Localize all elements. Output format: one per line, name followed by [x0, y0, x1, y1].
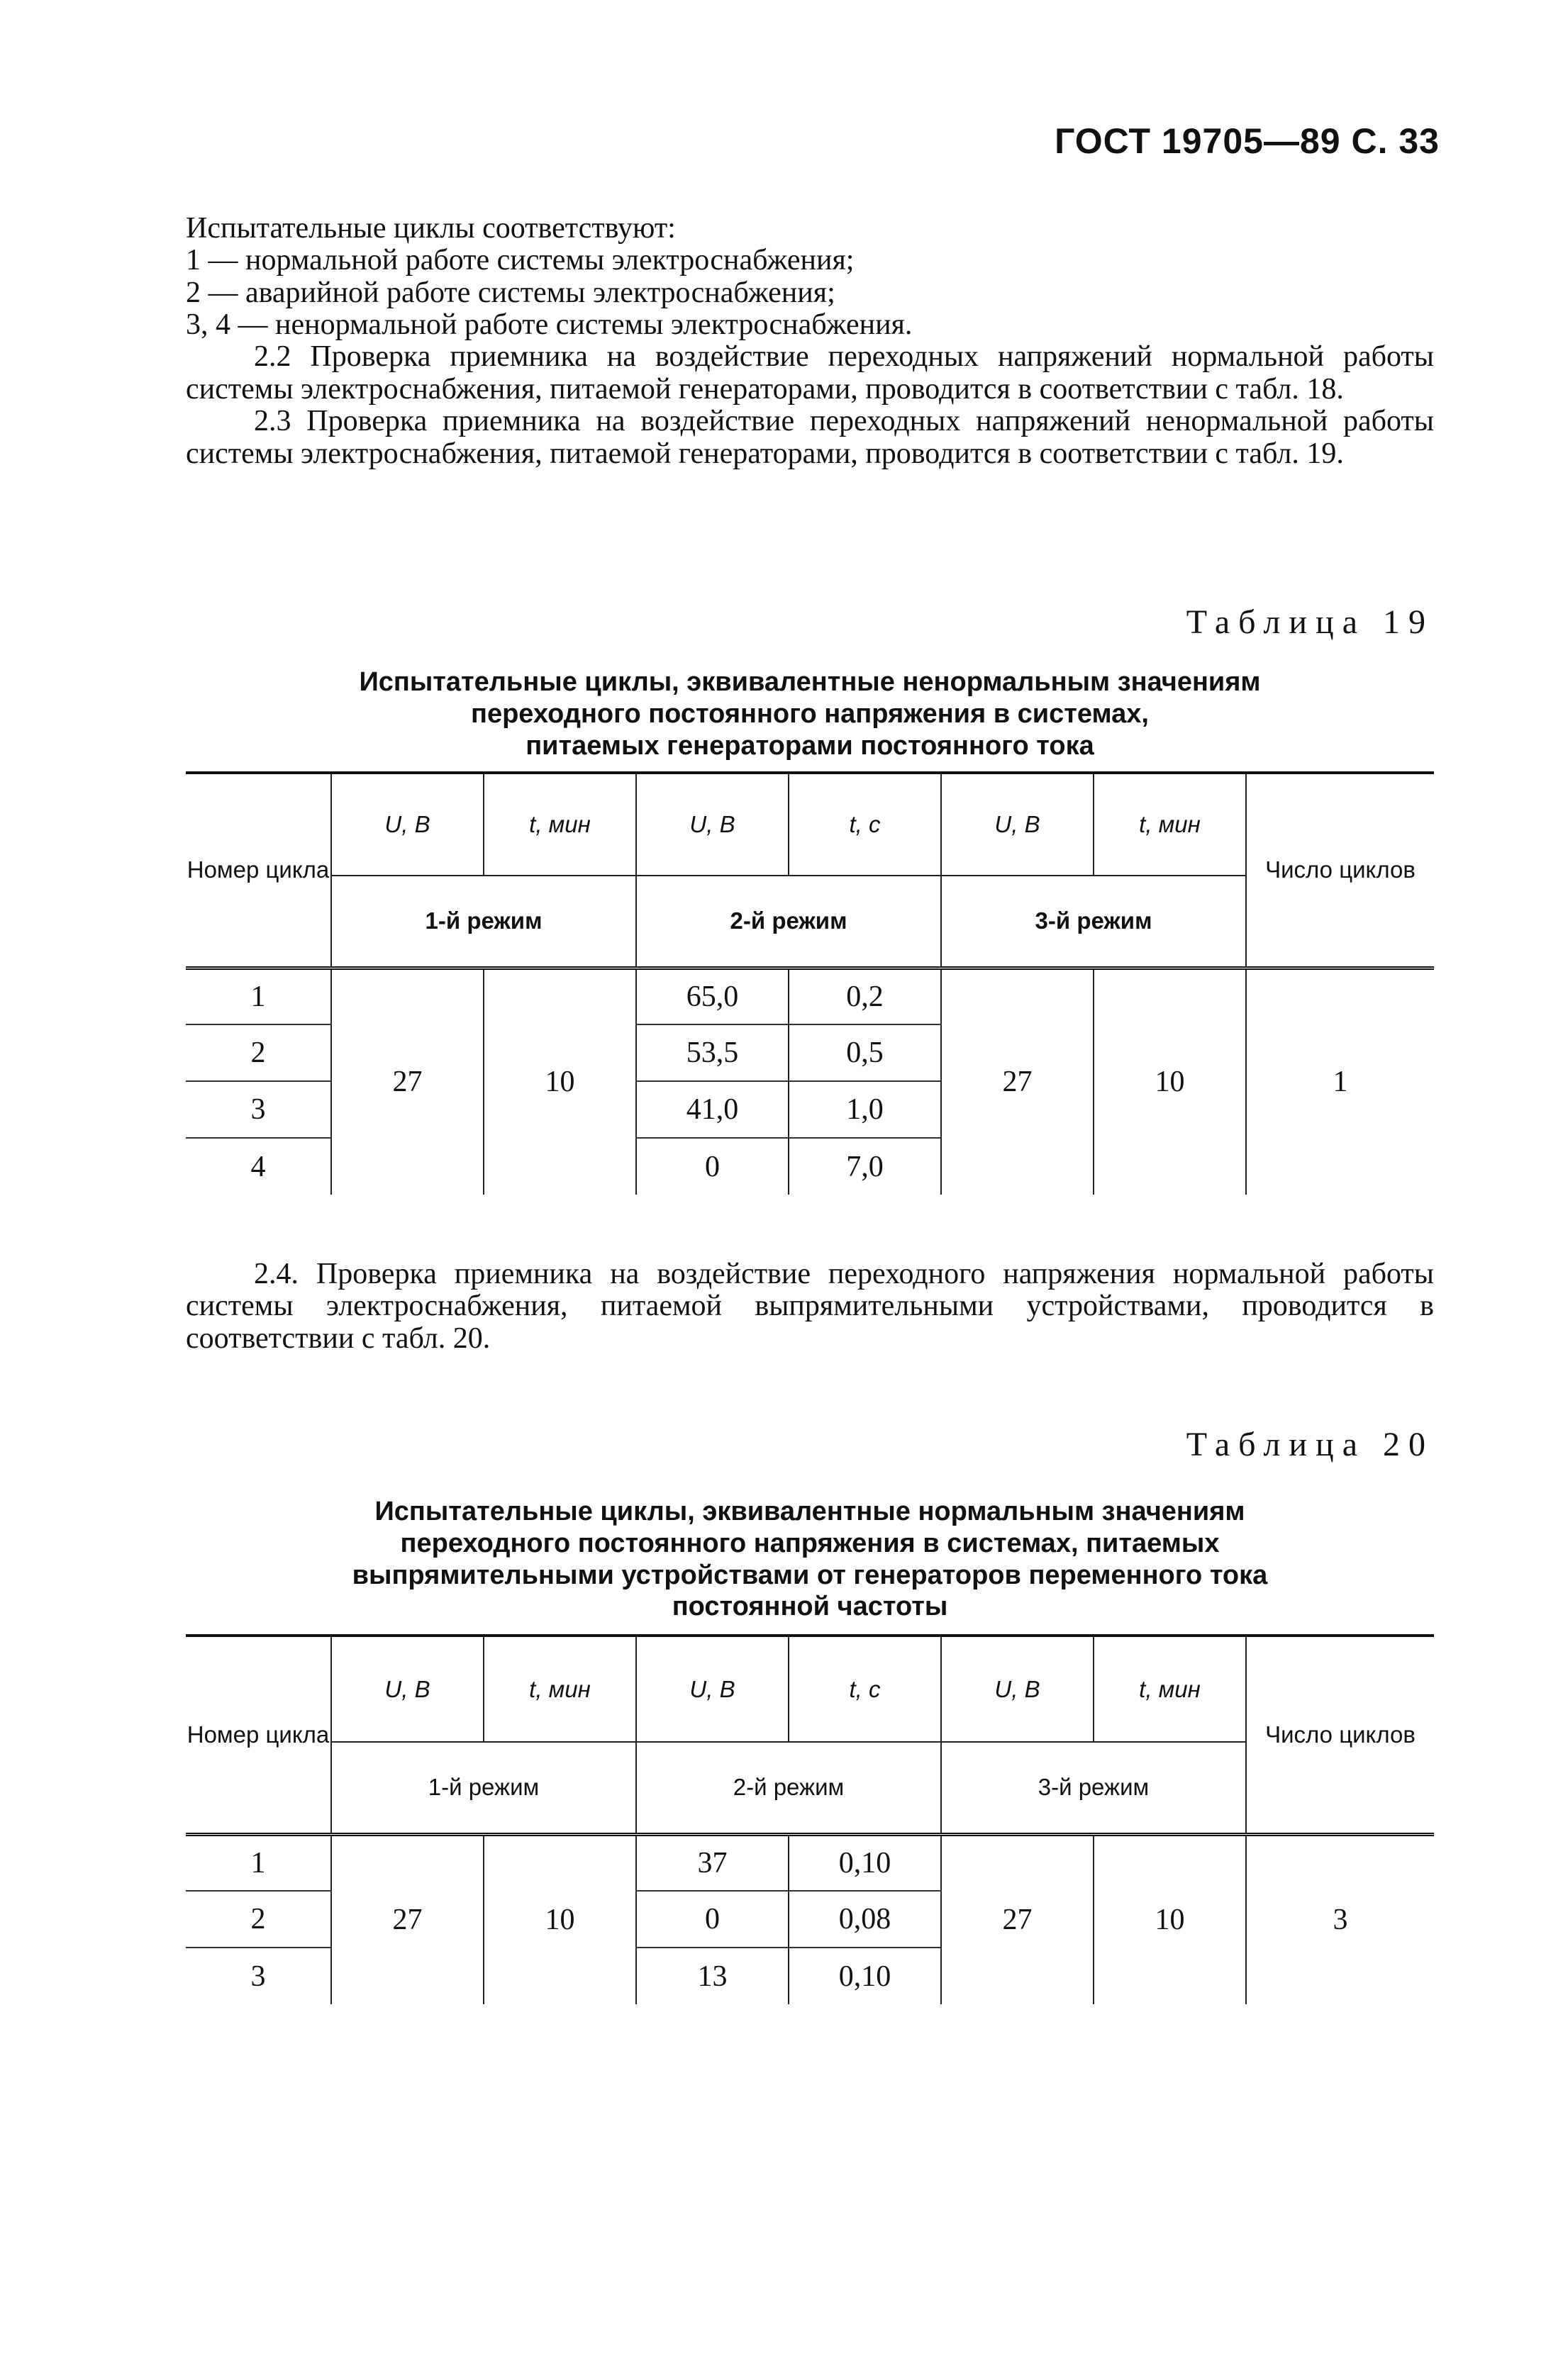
intro-line: 2 — аварийной работе системы электроснабжения; — [186, 276, 835, 309]
mode2-voltage: 41,0 — [636, 1081, 789, 1138]
header-time-1: t, мин — [484, 1636, 636, 1742]
mode1-time: 10 — [484, 968, 636, 1195]
mode3-voltage: 27 — [941, 1834, 1094, 2004]
header-voltage-2: U, В — [636, 1636, 789, 1742]
intro-line: 1 — нормальной работе системы электроснабжения; — [186, 244, 855, 277]
table-row — [186, 1834, 1434, 1891]
intro-line: Испытательные циклы соответствуют: — [186, 212, 676, 245]
table-row — [186, 968, 1434, 1024]
mode1-voltage: 27 — [331, 1834, 484, 2004]
mode2-time: 0,2 — [789, 968, 941, 1024]
paragraph-2-3: 2.3 Проверка приемника на воздействие переходных напряжений ненормальной работы системы электроснабжения, питаемой генераторами, проводится в соответствии с табл. 19. — [186, 405, 1434, 470]
mode2-time: 0,08 — [789, 1891, 941, 1948]
mode2-voltage: 0 — [636, 1138, 789, 1195]
table-19-caption: Таблица 19 — [1186, 603, 1434, 641]
cycle-count: 3 — [1246, 1834, 1434, 2004]
mode3-time: 10 — [1094, 1834, 1246, 2004]
mode2-time: 0,10 — [789, 1948, 941, 2004]
header-time-2: t, с — [789, 773, 941, 876]
mode2-voltage: 13 — [636, 1948, 789, 2004]
header-time-2: t, с — [789, 1636, 941, 1742]
table-title-line: переходного постоянного напряжения в системах, питаемых — [400, 1528, 1220, 1558]
intro-text — [186, 213, 1434, 470]
header-cycle-count: Число циклов — [1246, 773, 1434, 968]
table-title-line: переходного постоянного напряжения в системах, — [471, 698, 1149, 729]
table-19 — [186, 771, 1434, 1195]
header-mode-3: 3-й режим — [941, 1742, 1246, 1834]
cycle-number: 2 — [186, 1024, 331, 1081]
mode1-voltage: 27 — [331, 968, 484, 1195]
paragraph-2-2: 2.2 Проверка приемника на воздействие переходных напряжений нормальной работы системы электроснабжения, питаемой генераторами, проводится в соответствии с табл. 18. — [186, 340, 1434, 406]
header-voltage-1: U, В — [331, 773, 484, 876]
cycle-number: 3 — [250, 1960, 266, 1993]
table-20-caption: Таблица 20 — [1186, 1426, 1434, 1463]
cycle-number: 1 — [186, 1834, 331, 1891]
header-cycle-number: Номер цикла — [186, 773, 331, 968]
cycle-count: 1 — [1246, 968, 1434, 1195]
header-voltage-1: U, В — [331, 1636, 484, 1742]
header-cycle-number: Номер цикла — [186, 1636, 331, 1834]
header-time-3: t, мин — [1094, 773, 1246, 876]
header-voltage-3: U, В — [941, 1636, 1094, 1742]
table-title-line: питаемых генераторами постоянного тока — [525, 730, 1094, 761]
mode3-time: 10 — [1094, 968, 1246, 1195]
mode2-voltage: 65,0 — [636, 968, 789, 1024]
cycle-number: 4 — [250, 1150, 266, 1183]
header-mode-1: 1-й режим — [331, 1742, 636, 1834]
mode2-voltage: 53,5 — [636, 1024, 789, 1081]
mode2-voltage: 0 — [636, 1891, 789, 1948]
table-20 — [186, 1634, 1434, 2004]
table-19-title — [186, 666, 1434, 761]
table-title-line: Испытательные циклы, эквивалентные ненормальным значениям — [359, 667, 1261, 697]
table-20-title — [186, 1496, 1434, 1623]
header-mode-3: 3-й режим — [941, 876, 1246, 968]
mode3-voltage: 27 — [941, 968, 1094, 1195]
header-time-1: t, мин — [484, 773, 636, 876]
intro-line: 3, 4 — ненормальной работе системы электроснабжения. — [186, 308, 913, 342]
cycle-number: 2 — [186, 1891, 331, 1948]
mode2-time: 0,5 — [789, 1024, 941, 1081]
cycle-number: 1 — [186, 968, 331, 1024]
header-voltage-3: U, В — [941, 773, 1094, 876]
header-mode-1: 1-й режим — [331, 876, 636, 968]
header-mode-2: 2-й режим — [636, 876, 941, 968]
paragraph-2-4-block — [186, 1258, 1434, 1355]
header-cycle-count: Число циклов — [1246, 1636, 1434, 1834]
table-title-line: выпрямительными устройствами от генераторов переменного тока — [352, 1560, 1268, 1590]
table-title-line: постоянной частоты — [672, 1592, 948, 1622]
cycle-number: 3 — [186, 1081, 331, 1138]
paragraph-2-4: 2.4. Проверка приемника на воздействие переходного напряжения нормальной работы системы электроснабжения, питаемой выпрямительными устройствами, проводится в соответствии с табл. 20. — [186, 1258, 1434, 1355]
mode2-time: 0,10 — [789, 1834, 941, 1891]
header-time-3: t, мин — [1094, 1636, 1246, 1742]
mode1-time: 10 — [484, 1834, 636, 2004]
mode2-time: 1,0 — [789, 1081, 941, 1138]
page-header-code: ГОСТ 19705—89 С. 33 — [1055, 121, 1440, 161]
table-title-line: Испытательные циклы, эквивалентные нормальным значениям — [374, 1497, 1245, 1526]
mode2-voltage: 37 — [636, 1834, 789, 1891]
header-voltage-2: U, В — [636, 773, 789, 876]
header-mode-2: 2-й режим — [636, 1742, 941, 1834]
mode2-time: 7,0 — [789, 1138, 941, 1195]
